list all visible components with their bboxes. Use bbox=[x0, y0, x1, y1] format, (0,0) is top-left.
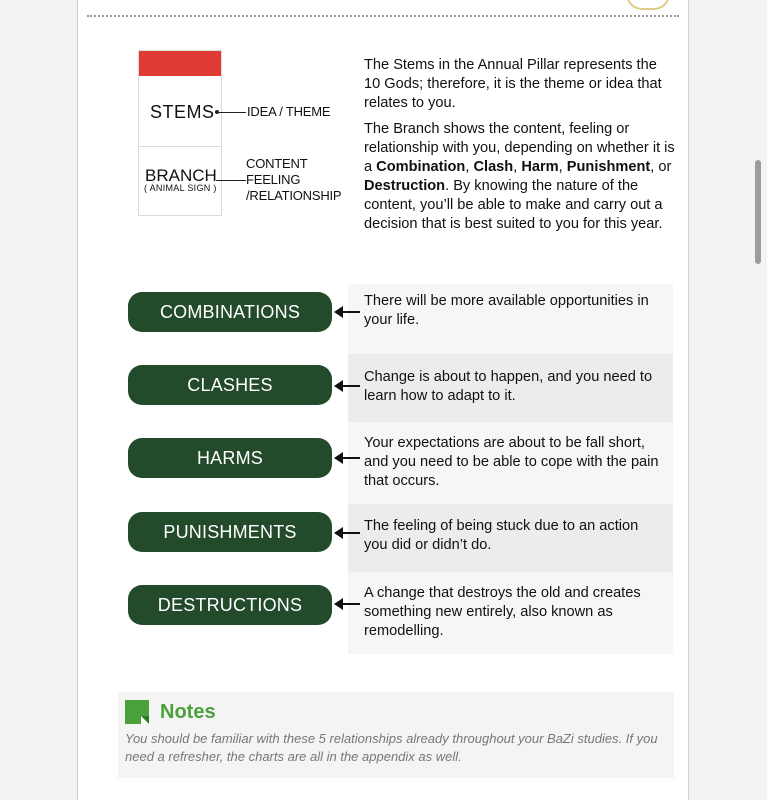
arrow-left-icon bbox=[334, 306, 360, 318]
notes-box bbox=[118, 692, 674, 778]
term-punishment: Punishment bbox=[566, 159, 651, 175]
relationship-description: A change that destroys the old and creates something new entirely, also known as remodelling. bbox=[348, 572, 673, 654]
arrow-left-icon bbox=[334, 598, 360, 610]
animal-sign-label: ( ANIMAL SIGN ) bbox=[144, 183, 217, 193]
term-clash: Clash bbox=[473, 159, 514, 175]
term-harm: Harm bbox=[521, 159, 559, 175]
punishments-pill: PUNISHMENTS bbox=[128, 512, 332, 552]
separator: , bbox=[513, 159, 522, 175]
destructions-pill: DESTRUCTIONS bbox=[128, 585, 332, 625]
notes-body: You should be familiar with these 5 relationships already throughout your BaZi studies. If you need a refresher, the charts are all in the appendix as well. bbox=[125, 731, 658, 764]
seal-icon bbox=[626, 0, 670, 10]
separator: , bbox=[465, 159, 474, 175]
relationship-description: The feeling of being stuck due to an action you did or didn’t do. bbox=[348, 504, 673, 572]
feeling-label: FEELING bbox=[246, 172, 301, 187]
notes-header bbox=[125, 700, 666, 724]
branch-paragraph bbox=[364, 120, 676, 234]
branch-connector-line bbox=[216, 180, 246, 181]
separator: , or bbox=[650, 159, 672, 175]
relationship-label: /RELATIONSHIP bbox=[246, 188, 342, 203]
idea-theme-label: IDEA / THEME bbox=[247, 104, 331, 119]
branch-paragraph-end: . By knowing the nature of the content, you’ll be able to make and carry out a decision that is best suited to you for this year. bbox=[364, 178, 663, 232]
stem-connector-line bbox=[217, 112, 246, 113]
branch-meaning-labels bbox=[246, 156, 341, 204]
stems-label: STEMS bbox=[150, 102, 215, 122]
dotted-divider bbox=[87, 15, 679, 17]
content-label: CONTENT bbox=[246, 156, 308, 171]
relationship-description: There will be more available opportunities in your life. bbox=[348, 284, 673, 354]
harms-pill: HARMS bbox=[128, 438, 332, 478]
branch-label: BRANCH bbox=[145, 166, 217, 185]
arrow-left-icon bbox=[334, 380, 360, 392]
relationship-description: Change is about to happen, and you need to learn how to adapt to it. bbox=[348, 354, 673, 422]
intro-text bbox=[364, 56, 676, 241]
branch-paragraph-start: The Branch shows the content, feeling or relationship with you, depending on whether it is a bbox=[364, 121, 675, 175]
pillar-divider bbox=[139, 146, 221, 147]
document-page bbox=[77, 0, 689, 800]
stem-color-block bbox=[139, 51, 221, 76]
stems-paragraph: The Stems in the Annual Pillar represents the 10 Gods; therefore, it is the theme or idea that relates to you. bbox=[364, 57, 662, 111]
combinations-pill: COMBINATIONS bbox=[128, 292, 332, 332]
arrow-left-icon bbox=[334, 452, 360, 464]
separator: , bbox=[558, 159, 567, 175]
note-icon bbox=[125, 700, 149, 724]
term-combination: Combination bbox=[376, 159, 466, 175]
clashes-pill: CLASHES bbox=[128, 365, 332, 405]
arrow-left-icon bbox=[334, 527, 360, 539]
vertical-scrollbar[interactable] bbox=[755, 160, 761, 264]
relationship-description: Your expectations are about to be fall short, and you need to be able to cope with the pain that occurs. bbox=[348, 422, 673, 504]
notes-title: Notes bbox=[160, 700, 216, 723]
term-destruction: Destruction bbox=[364, 178, 446, 194]
